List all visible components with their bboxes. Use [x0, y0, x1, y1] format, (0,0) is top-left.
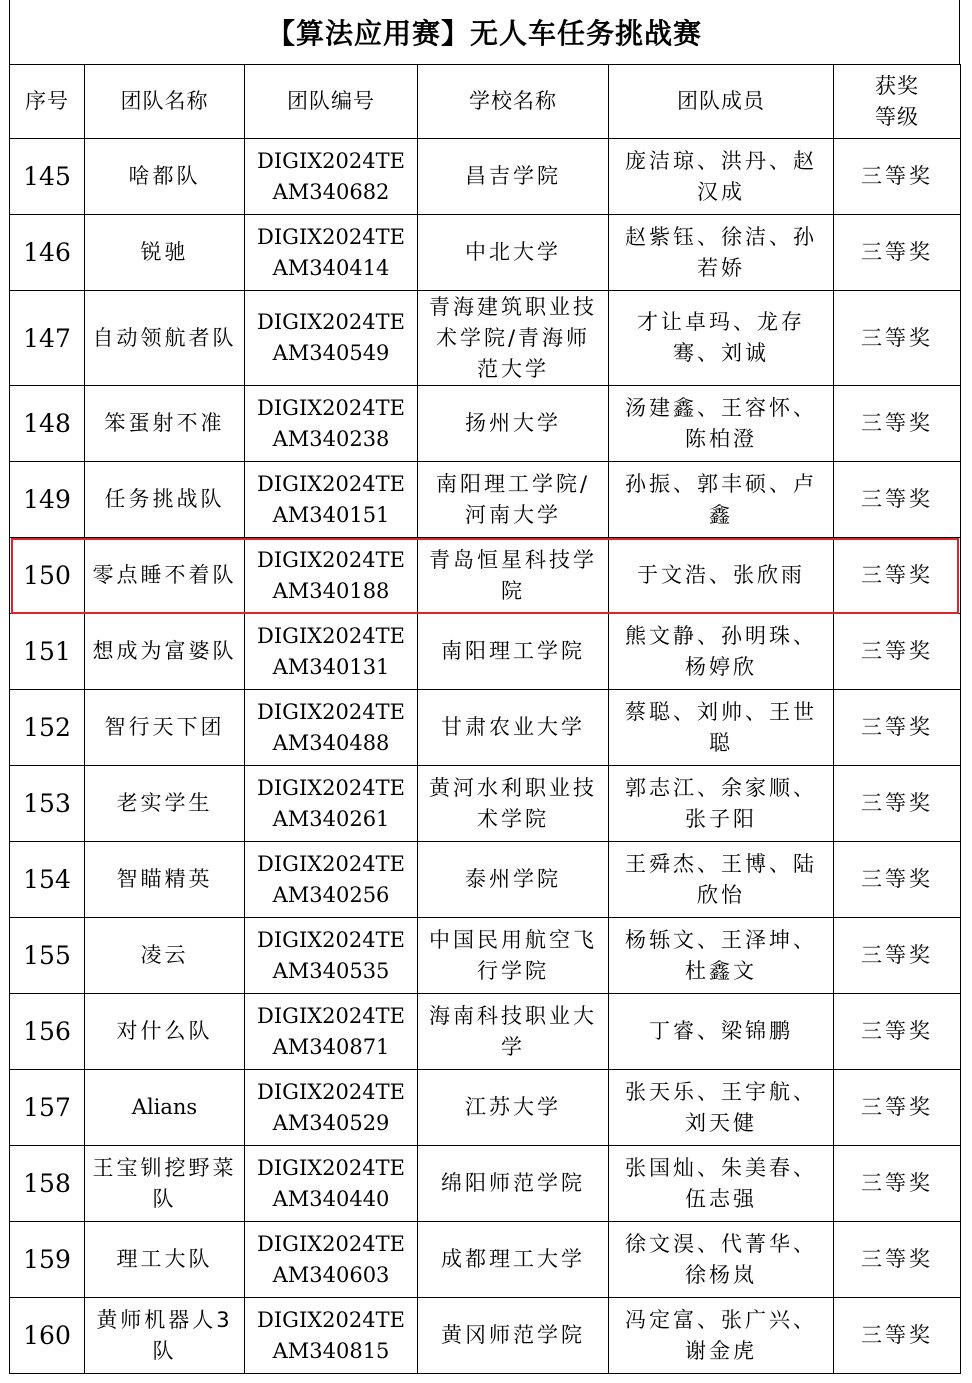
- cell-school: 南阳理工学院: [418, 614, 609, 690]
- cell-members: 汤建鑫、王容怀、陈柏澄: [609, 386, 834, 462]
- cell-team-id: DIGIX2024TEAM340131: [245, 614, 418, 690]
- cell-team-name: 王宝钏挖野菜队: [85, 1146, 245, 1222]
- cell-award: 三等奖: [834, 1146, 961, 1222]
- table-row: [10, 386, 961, 462]
- cell-school: 青海建筑职业技术学院/青海师范大学: [418, 291, 609, 386]
- cell-seq: 149: [10, 462, 85, 538]
- awards-table: [9, 64, 961, 1374]
- cell-school: 黄河水利职业技术学院: [418, 766, 609, 842]
- cell-members: 张国灿、朱美春、伍志强: [609, 1146, 834, 1222]
- cell-team-name: 想成为富婆队: [85, 614, 245, 690]
- cell-team-id: DIGIX2024TEAM340256: [245, 842, 418, 918]
- table-row: [10, 1298, 961, 1374]
- cell-award: 三等奖: [834, 690, 961, 766]
- table-row: [10, 538, 961, 614]
- cell-school: 江苏大学: [418, 1070, 609, 1146]
- cell-members: 张天乐、王宇航、刘天健: [609, 1070, 834, 1146]
- table-row: [10, 1222, 961, 1298]
- table-row: [10, 842, 961, 918]
- table-row: [10, 766, 961, 842]
- cell-members: 郭志江、余家顺、张子阳: [609, 766, 834, 842]
- cell-team-name: 智行天下团: [85, 690, 245, 766]
- cell-team-id: DIGIX2024TEAM340535: [245, 918, 418, 994]
- table-body: [10, 139, 961, 1374]
- cell-school: 昌吉学院: [418, 139, 609, 215]
- cell-team-id: DIGIX2024TEAM340151: [245, 462, 418, 538]
- cell-members: 蔡聪、刘帅、王世聪: [609, 690, 834, 766]
- cell-school: 海南科技职业大学: [418, 994, 609, 1070]
- cell-seq: 153: [10, 766, 85, 842]
- cell-team-id: DIGIX2024TEAM340682: [245, 139, 418, 215]
- cell-award: 三等奖: [834, 994, 961, 1070]
- cell-seq: 147: [10, 291, 85, 386]
- cell-team-id: DIGIX2024TEAM340603: [245, 1222, 418, 1298]
- cell-school: 中北大学: [418, 215, 609, 291]
- cell-team-name: 笨蛋射不准: [85, 386, 245, 462]
- cell-school: 扬州大学: [418, 386, 609, 462]
- cell-seq: 151: [10, 614, 85, 690]
- table-row: [10, 215, 961, 291]
- table-row: [10, 614, 961, 690]
- cell-school: 绵阳师范学院: [418, 1146, 609, 1222]
- header-award: [834, 65, 961, 139]
- cell-school: 黄冈师范学院: [418, 1298, 609, 1374]
- cell-members: 孙振、郭丰硕、卢鑫: [609, 462, 834, 538]
- cell-award: 三等奖: [834, 215, 961, 291]
- cell-team-name: 零点睡不着队: [85, 538, 245, 614]
- cell-school: 成都理工大学: [418, 1222, 609, 1298]
- header-school: 学校名称: [418, 65, 609, 139]
- table-header-row: [10, 65, 961, 139]
- cell-team-id: DIGIX2024TEAM340871: [245, 994, 418, 1070]
- cell-seq: 159: [10, 1222, 85, 1298]
- cell-team-id: DIGIX2024TEAM340529: [245, 1070, 418, 1146]
- cell-members: 于文浩、张欣雨: [609, 538, 834, 614]
- cell-school: 中国民用航空飞行学院: [418, 918, 609, 994]
- cell-team-id: DIGIX2024TEAM340188: [245, 538, 418, 614]
- cell-award: 三等奖: [834, 842, 961, 918]
- header-seq: 序号: [10, 65, 85, 139]
- table-row: [10, 291, 961, 386]
- cell-award: 三等奖: [834, 918, 961, 994]
- page-title: 【算法应用赛】无人车任务挑战赛: [9, 0, 960, 64]
- header-team-name: 团队名称: [85, 65, 245, 139]
- cell-team-name: 锐驰: [85, 215, 245, 291]
- cell-team-id: DIGIX2024TEAM340261: [245, 766, 418, 842]
- cell-seq: 148: [10, 386, 85, 462]
- table-row: [10, 918, 961, 994]
- cell-seq: 155: [10, 918, 85, 994]
- cell-members: 赵紫钰、徐洁、孙若娇: [609, 215, 834, 291]
- cell-members: 庞洁琼、洪丹、赵汉成: [609, 139, 834, 215]
- cell-team-id: DIGIX2024TEAM340414: [245, 215, 418, 291]
- cell-award: 三等奖: [834, 139, 961, 215]
- cell-school: 南阳理工学院/河南大学: [418, 462, 609, 538]
- cell-team-id: DIGIX2024TEAM340815: [245, 1298, 418, 1374]
- cell-members: 丁睿、梁锦鹏: [609, 994, 834, 1070]
- cell-award: 三等奖: [834, 291, 961, 386]
- cell-members: 冯定富、张广兴、谢金虎: [609, 1298, 834, 1374]
- table-row: [10, 1146, 961, 1222]
- cell-award: 三等奖: [834, 462, 961, 538]
- table-row: [10, 139, 961, 215]
- cell-team-id: DIGIX2024TEAM340549: [245, 291, 418, 386]
- cell-team-name: Alians: [85, 1070, 245, 1146]
- cell-members: 才让卓玛、龙存骞、刘诚: [609, 291, 834, 386]
- cell-members: 杨轹文、王泽坤、杜鑫文: [609, 918, 834, 994]
- cell-team-id: DIGIX2024TEAM340488: [245, 690, 418, 766]
- table-row: [10, 994, 961, 1070]
- cell-seq: 145: [10, 139, 85, 215]
- cell-school: 青岛恒星科技学院: [418, 538, 609, 614]
- cell-seq: 156: [10, 994, 85, 1070]
- cell-seq: 158: [10, 1146, 85, 1222]
- cell-members: 徐文淏、代菁华、徐杨岚: [609, 1222, 834, 1298]
- cell-team-id: DIGIX2024TEAM340440: [245, 1146, 418, 1222]
- cell-school: 泰州学院: [418, 842, 609, 918]
- cell-seq: 146: [10, 215, 85, 291]
- cell-seq: 160: [10, 1298, 85, 1374]
- cell-award: 三等奖: [834, 614, 961, 690]
- cell-award: 三等奖: [834, 766, 961, 842]
- table-row: [10, 1070, 961, 1146]
- header-award-text: 获奖等级: [875, 73, 919, 129]
- cell-award: 三等奖: [834, 386, 961, 462]
- cell-team-name: 对什么队: [85, 994, 245, 1070]
- table-row: [10, 690, 961, 766]
- cell-team-name: 啥都队: [85, 139, 245, 215]
- cell-team-name: 老实学生: [85, 766, 245, 842]
- cell-team-id: DIGIX2024TEAM340238: [245, 386, 418, 462]
- cell-team-name: 自动领航者队: [85, 291, 245, 386]
- cell-team-name: 黄师机器人3队: [85, 1298, 245, 1374]
- header-members: 团队成员: [609, 65, 834, 139]
- cell-seq: 154: [10, 842, 85, 918]
- cell-award: 三等奖: [834, 538, 961, 614]
- cell-team-name: 任务挑战队: [85, 462, 245, 538]
- cell-seq: 150: [10, 538, 85, 614]
- cell-seq: 157: [10, 1070, 85, 1146]
- header-team-id: 团队编号: [245, 65, 418, 139]
- cell-seq: 152: [10, 690, 85, 766]
- cell-school: 甘肃农业大学: [418, 690, 609, 766]
- cell-team-name: 智瞄精英: [85, 842, 245, 918]
- cell-team-name: 理工大队: [85, 1222, 245, 1298]
- cell-team-name: 凌云: [85, 918, 245, 994]
- table-row: [10, 462, 961, 538]
- cell-award: 三等奖: [834, 1298, 961, 1374]
- cell-members: 王舜杰、王博、陆欣怡: [609, 842, 834, 918]
- cell-award: 三等奖: [834, 1070, 961, 1146]
- cell-award: 三等奖: [834, 1222, 961, 1298]
- cell-members: 熊文静、孙明珠、杨婷欣: [609, 614, 834, 690]
